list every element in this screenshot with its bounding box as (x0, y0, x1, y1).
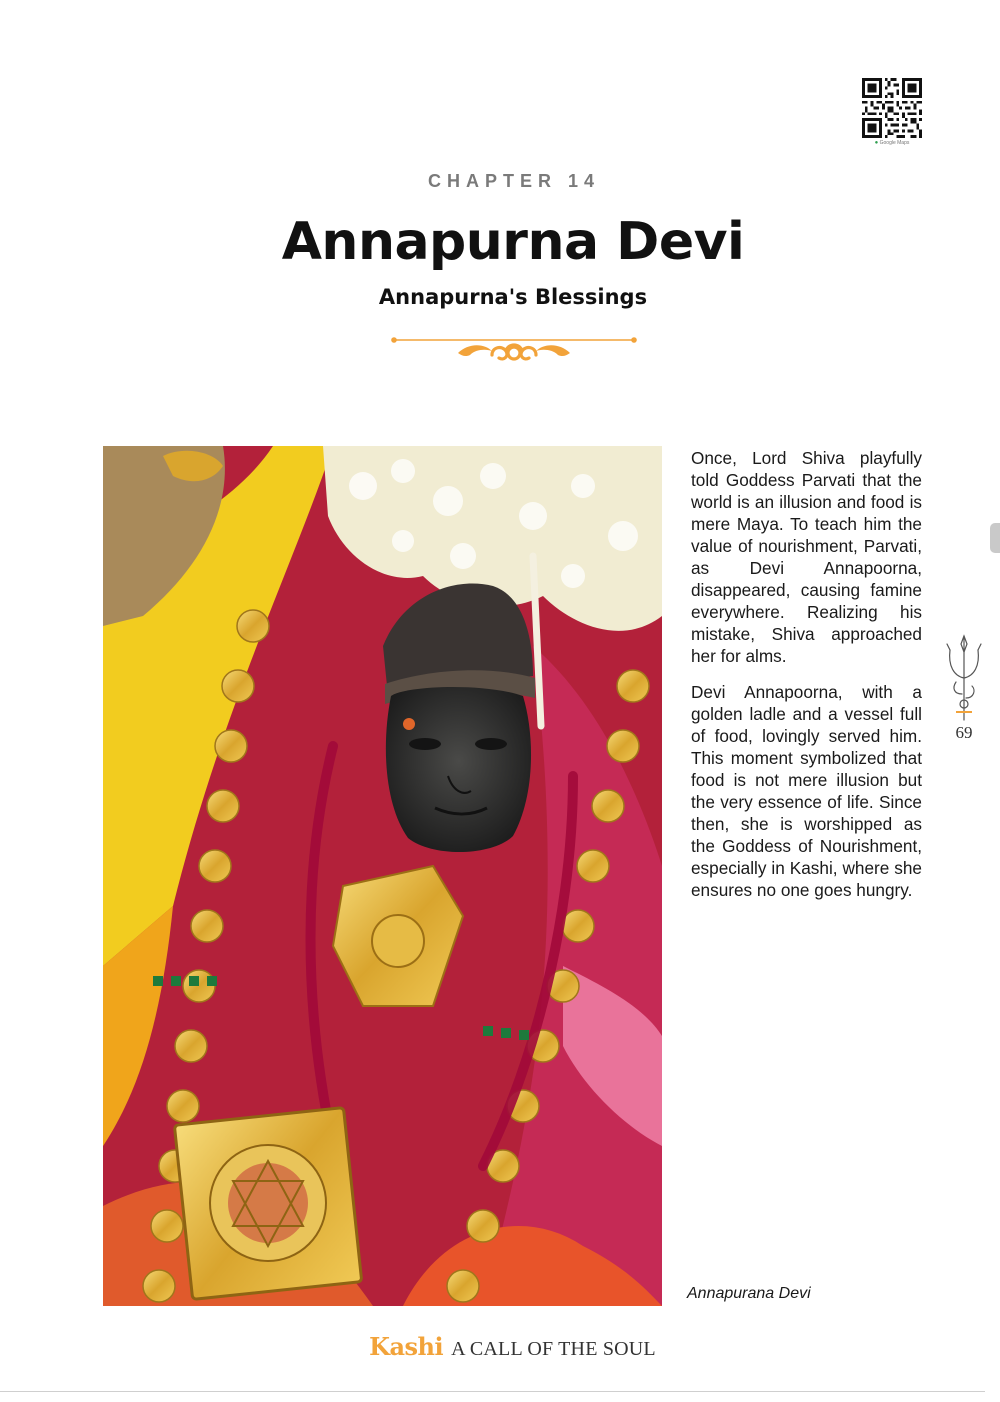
qr-caption-text: Google Maps (879, 140, 910, 146)
page-number: 69 (955, 723, 973, 742)
qr-caption (862, 140, 922, 146)
photo-caption: Annapurana Devi (687, 1285, 811, 1302)
footer-tagline: A CALL OF THE SOUL (451, 1338, 656, 1360)
chapter-label: CHAPTER 14 (427, 171, 601, 191)
trishul-icon (942, 632, 986, 724)
map-pin-icon: ● (874, 140, 879, 146)
article-body (691, 447, 922, 915)
footer (0, 1332, 1000, 1361)
ornament-divider-icon (388, 333, 640, 365)
deity-photo (103, 446, 662, 1306)
article-paragraph: Devi Annapoorna, with a golden ladle and a vessel full of food, lovingly served him. This moment symbolized that food is not mere illusion but the very essence of life. Since then, she is worshipped as the Goddess of Nourishment, especially in Kashi, where she ensures no one goes hungry. (691, 682, 922, 900)
page-subtitle: Annapurna's Blessings (378, 285, 648, 309)
footer-brand: Kashi (369, 1332, 444, 1361)
article-paragraph: Once, Lord Shiva playfully told Goddess Parvati that the world is an illusion and food is mere Maya. To teach him the value of nourishment, Parvati, as Devi Annapoorna, disappeared, causing famine everywhere. Realizing his mistake, Shiva approached her for alms. (691, 448, 922, 666)
side-scroll-tab[interactable] (990, 523, 1000, 553)
qr-code-icon[interactable] (862, 78, 922, 138)
page-title: Annapurna Devi (281, 212, 745, 272)
bottom-divider (0, 1391, 985, 1392)
